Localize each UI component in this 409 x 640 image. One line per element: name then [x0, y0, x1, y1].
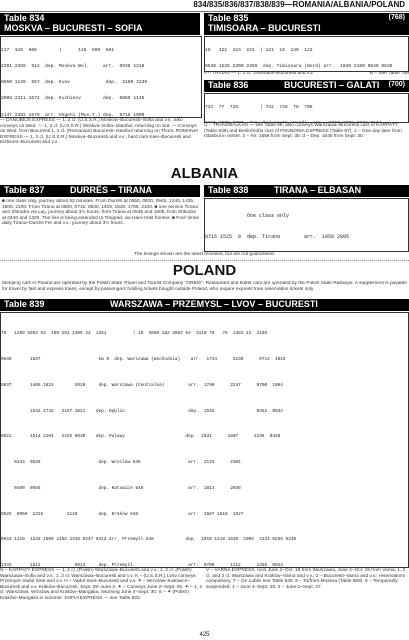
table-838-timetable — [204, 198, 409, 252]
table-row: 2008 2211 1572 dep. Kishinev dep. 0859 1145 — [1, 96, 145, 102]
table-839-label: Table 839 — [4, 299, 45, 309]
table-835-timetable — [204, 36, 409, 72]
table-837-title: DURRËS – TIRANA — [70, 185, 153, 195]
table-row: 1542 1742 2157 1021 dep. Dęblin dep. 1545 0452 0832 — [1, 408, 283, 414]
table-row: 0630 1525 2200 2359 dep. Timisoara (Nord) arr. 1040 2100 0640 0635 — [205, 64, 393, 70]
table-838-header — [204, 185, 409, 197]
table-838-label: Table 838 — [208, 185, 249, 195]
table-row: One class only — [205, 213, 290, 219]
table-835-title: TIMISOARA – BUCURESTI — [208, 23, 321, 33]
table-row: 0400 0655 dep. Katowice 848 arr. 1814 2038 — [1, 485, 241, 491]
table-row: 2201 2359 812 dep. Moskva Bel. arr. 0935 1218 — [1, 64, 145, 70]
poland-intro: Sleeping cars in Poland are operated by the Polish State Travel and Tourist Company "ORBIS". Restaurant and buffet cars are operated by the Polish State Railways. A supplement is payable for travel by fast and express trains, except by passengers holding tickets bought outside Poland, who require express train reservation tickets only. — [2, 281, 407, 292]
page-header-title: 834/835/836/837/838/839—ROMANIA/ALBANIA/POLAND — [193, 0, 405, 9]
poland-heading: POLAND — [172, 262, 237, 279]
table-row: 0650 1139 657 dep. Kiev dep. 2100 2239 — [1, 80, 148, 86]
table-835-label: Table 835 — [208, 13, 249, 23]
section-divider — [0, 260, 409, 261]
table-836-ref: (700) — [388, 81, 405, 88]
albania-heading: ALBANIA — [170, 165, 239, 182]
table-row: 117 115 606 | 116 605 561 — [1, 47, 115, 53]
table-836-label: Table 836 — [208, 80, 249, 90]
table-838-title: TIRANA – ELBASAN — [274, 185, 362, 195]
table-835-header — [204, 13, 409, 35]
table-row: 0921 1514 2104 2325 0630 dep. Pulawy dep. 1031 1607 2236 0329 — [1, 434, 281, 440]
table-row: 0837 1405 1815 2010 dep. Warszawa (Centralna) arr. 1700 2247 0700 1004 — [1, 382, 283, 388]
table-834-header — [0, 13, 200, 35]
table-834-title: MOSKVA – BUCURESTI – SOFIA — [4, 23, 143, 33]
table-835-ref: (768) — [388, 14, 405, 21]
table-row: 0715 1525 0 dep. Tirana arr. 1050 2005 — [205, 234, 350, 240]
table-834-label: Table 834 — [4, 13, 45, 23]
table-834-timetable — [0, 36, 202, 118]
table-837-notes: ■ one class only, journey about 52 minutes. From Durrës at 0550, 0820, 0945, 1240, 1435, 1800, 2100. From Tirana at 0600, 0715, 0830, 1405, 1530, 1755, 2100. ■ one service Tirana and Shkodra via Laç, journey about 3½ hours, from Tirana at 0545 and 1605, from Shkodra at 0440 and 1320. The line is being extended to Titograd, via Hani-Hotit frontier. ■ Four times daily Tirana–Durrës Fer and v.v.; journey about 3½ hours. — [2, 199, 199, 227]
table-837-header — [0, 185, 200, 197]
table-836-title: BUCURESTI – GALATI — [284, 80, 380, 90]
table-row: 75 1209 8363 63 409 281 1305 23 1281 | 18 3608 282 3802 64 3110 76 76 1382 12 2106 — [1, 331, 268, 337]
table-839-timetable — [0, 312, 409, 568]
table-835-note-a: A – TRAIAN — 1, 2 cl. Timisoara–Bucuresti and v.v. — [204, 71, 314, 76]
page-number: 425 — [199, 632, 210, 638]
table-row: 0943 1410 1242 1900 2156 2348 0247 0413 arr. Przemyśl 848 dep. 1010 1218 1620 1005 2234 0255 0240 — [1, 537, 297, 543]
table-836-timetable — [204, 93, 409, 123]
table-836-header — [204, 80, 409, 92]
table-row: 721 77 725 | 722 726 78 706 — [205, 104, 313, 110]
table-839-title: WARSZAWA – PRZEMYSL – LVOV – BUCURESTI — [110, 299, 318, 309]
table-row: 16 122 124 241 | 121 15 240 123 — [205, 47, 313, 53]
table-839-notes-left: N – KARPATY EXPRESS — 1, 2 cl. (Polish) Warszawa–Bucuresti and v.v.; 1, 2 cl. (Polish) Warszawa–Sofia and v.v.; 1, 2 cl. Warszawa–Bucuresti and v.v. K – (U.S.S.R.) Lvov conveys Przemysl–Vadul Siret and v.v. H – Vadul Siret–Bucuresti and v.v. ✦ – Wroclaw–Katowice–Bucuresti and v.v. Kraków–Bucuresti, Sept. 29–June 2. ✦ – Conveys June 2–Sept. 29. ✦ – 1, 2 cl. Warszawa, Wroclaw and Kraków–Mangalia, returning June 4–Sept. 30. S – ✦ (Polish) Kraków–Mangalia in summer. SOFIA EXPRESS — see Table 833. — [0, 568, 202, 601]
table-row: 0525 0950 1315 2110 dep. Kraków 848 arr. 1587 1616 1927 — [1, 511, 244, 517]
table-839-notes-right: V – VARNA EXPRESS, runs June 2–Oct. 18 from Warszawa, June 4–Oct. 19 from Varna; 1, 2 cl. and 2 cl. Warszawa and Kraków–Varna and v.v.; 2 – Bucuresti–Varna and v.v.; reservations compulsory. T – On Lublin see Table 840. 8 – To/from Moskva (Table 869). 6 – Temporarily suspended. 1 – June 4–Sept. 29. 2 – June 2–Sept. 27. — [206, 568, 406, 590]
albania-disclaimer: The timings shown are the latest received, but are not guaranteed. — [133, 252, 276, 257]
table-834-notes: — DANUBIUS EXPRESS — 1, 2 cl. (U.S.S.R.) Moskva–Bucuresti–Sofia and v.v.; also conveys on Wed. — 1, 2 cl. (U.S.S.R.) Moskva–Sofia–Istanbul, returning on Sat. — Conveys on Wed. from Bucuresti 1, 2 cl. (Romanian) Bucuresti–Istanbul returning on Thurs. ROMANIA EXPRESS — 1, 2 cl. (U.S.S.R.) Moskva–Bucuresti and v.v.; hard cars Kiev–Bucuresti and Kishinev–Bucuresti and v.v. — [0, 118, 198, 146]
table-row: 2147 2352 1679 arr. Ungeni (Mos.T.) dep. 0716 1000 — [1, 112, 145, 118]
page-header — [0, 0, 409, 12]
table-835-note-b: B – See Table 766 — [369, 71, 409, 76]
table-row: 0443 0528 dep. Wroclaw 848 arr. 2133 2301 — [1, 460, 241, 466]
table-row: 0640 1637 km 0 dep. Warszawa (Wschodnia) arr. 1744 2230 0714 1024 — [1, 356, 286, 362]
table-839-header — [0, 299, 409, 311]
table-837-label: Table 837 — [4, 185, 45, 195]
table-row: 1333 1612 0613 dep. Przemyśl arr. 0700 1112 1456 0024 — [1, 563, 283, 568]
table-836-notes: U – TRANSBALKAN — see Table 88; also conveys Warszawa–Bucuresti cars of KARPATY (Table 839) and Berlin/Sofia cars of PANNONIA EXPRESS (Table 87). 1 – One day later from Istanbul in winter. 2 – Arr. 1658 from Sept. 30. d – Dep. 1645 from Sept. 30. — [204, 123, 402, 140]
